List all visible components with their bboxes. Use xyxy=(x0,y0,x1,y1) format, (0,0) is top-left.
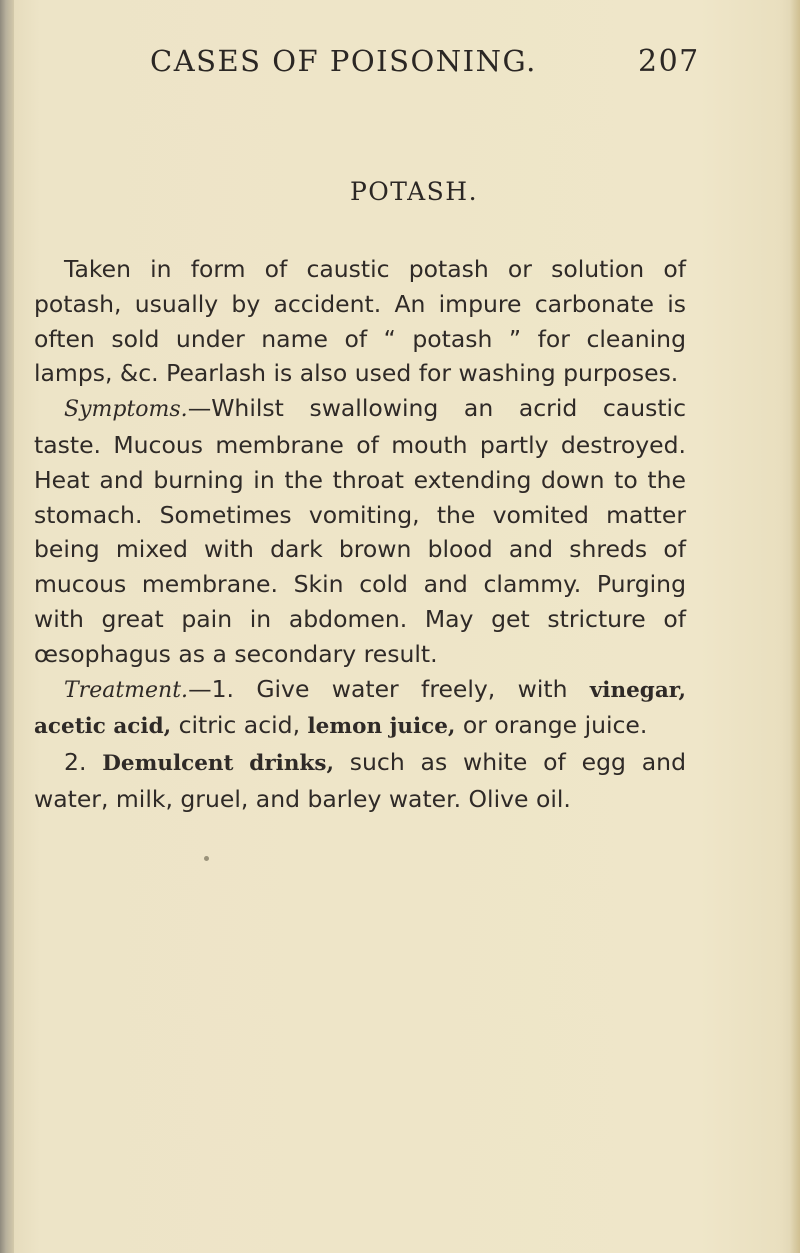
symptoms-label: Symptoms. xyxy=(64,397,188,423)
section-title: POTASH. xyxy=(349,177,479,206)
item-2-bold: Demulcent drinks, xyxy=(102,751,334,777)
item-2-paragraph xyxy=(34,745,686,817)
intro-text: Taken in form of caustic potash or solution of potash, usually by accident. An impure carbonate is often sold under name of “ potash ” for cleaning lamps, &c. Pearlash is also used for washing purposes. xyxy=(34,255,686,388)
treatment-label: Treatment. xyxy=(64,677,189,703)
running-head-title: CASES OF POISONING. xyxy=(150,44,537,78)
treatment-text-2: citric acid, xyxy=(171,711,308,740)
treatment-text-3: or orange juice. xyxy=(455,711,648,740)
symptoms-dash: — xyxy=(187,394,212,423)
item-2-text: such as white of egg and water, milk, gruel, and barley water. Olive oil. xyxy=(34,748,686,813)
treatment-bold-1: vinegar, acetic acid, xyxy=(34,677,686,740)
intro-paragraph xyxy=(34,252,686,391)
symptoms-text: Whilst swallowing an acrid caustic taste. Mucous membrane of mouth partly destroyed. Heat and burning in the throat extending down to the stomach. Sometimes vomiting, the vomited matter being mixed with dark brown blood and shreds of mucous membrane. Skin cold and clammy. Purging with great pain in abdomen. May get stricture of œsophagus as a secondary result. xyxy=(34,394,686,668)
running-head xyxy=(150,44,710,78)
paper-speck xyxy=(204,856,209,861)
treatment-text-1: Give water freely, with xyxy=(233,674,590,703)
treatment-bold-2: lemon juice, xyxy=(307,714,456,740)
body-text xyxy=(34,252,686,817)
treatment-number: —1. xyxy=(188,674,234,703)
treatment-paragraph xyxy=(34,672,686,746)
item-2-number: 2. xyxy=(64,748,87,777)
page-number: 207 xyxy=(638,44,700,79)
symptoms-paragraph xyxy=(34,391,686,671)
